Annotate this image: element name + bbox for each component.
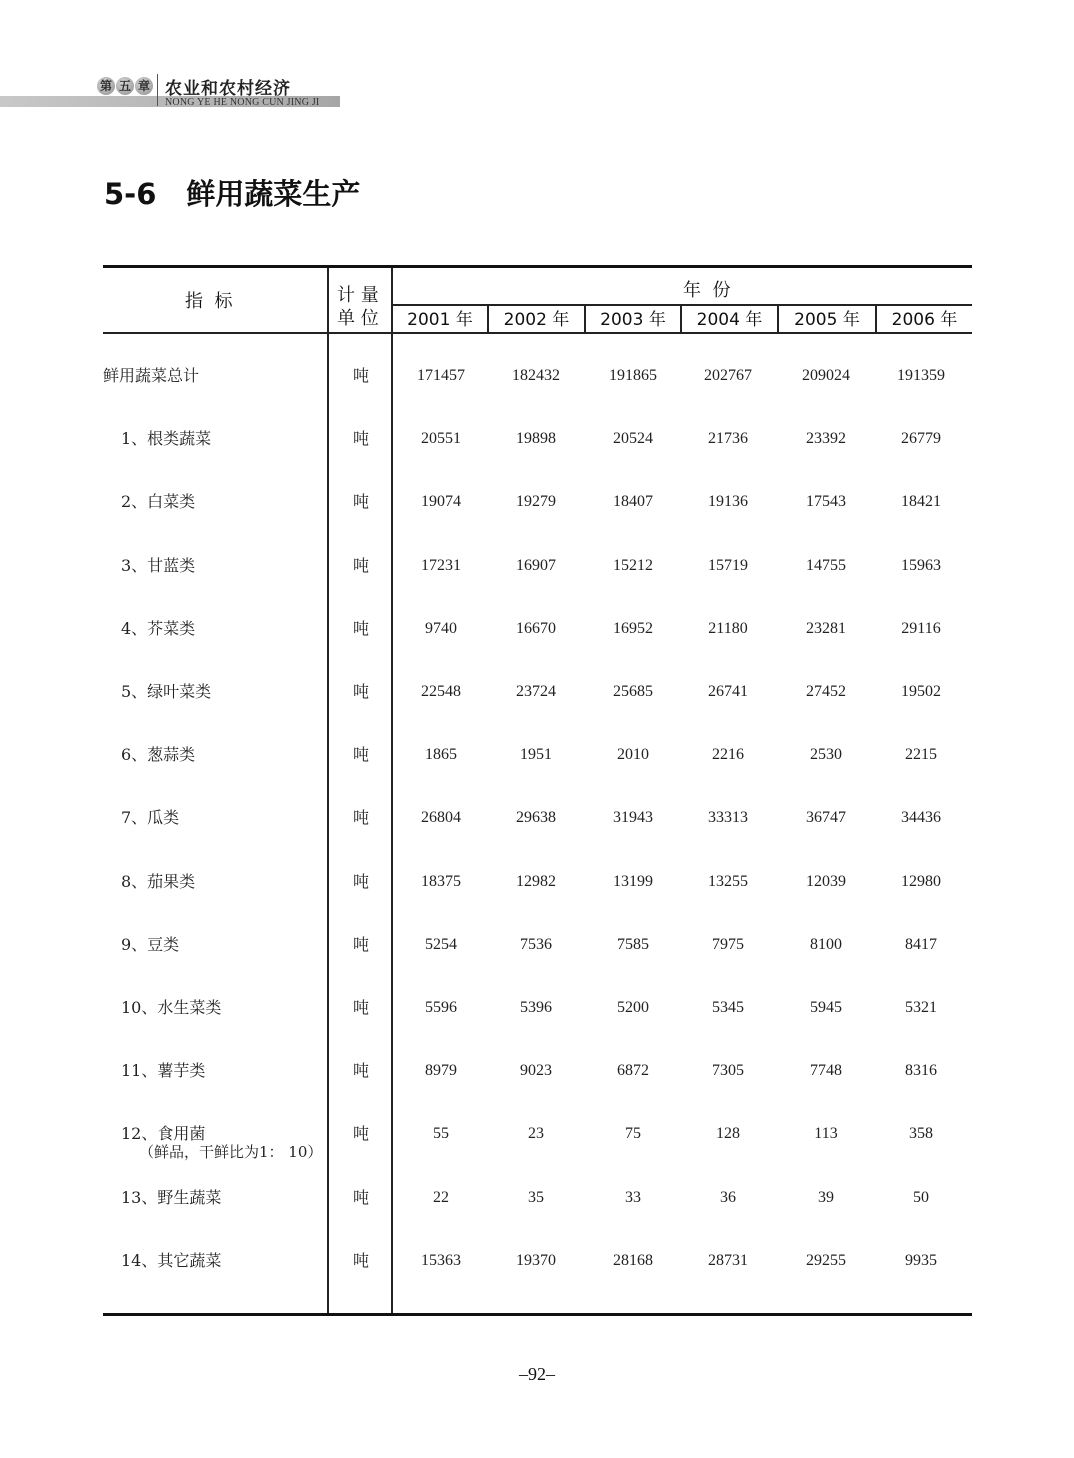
table-top-rule (103, 265, 972, 268)
row-value: 16907 (516, 556, 556, 574)
row-value: 22548 (421, 683, 461, 700)
row-indicator-name: 10、水生菜类 (121, 998, 222, 1017)
row-value: 5321 (905, 999, 937, 1016)
row-value: 50 (913, 1188, 929, 1206)
row-value: 8100 (810, 935, 842, 953)
row-value: 1865 (425, 746, 457, 764)
row-value: 26804 (421, 809, 461, 827)
row-value: 7748 (810, 1062, 842, 1080)
column-header-unit-line1: 计 量 (337, 285, 379, 306)
row-indicator-name: 5、绿叶菜类 (121, 682, 212, 701)
row-value: 19502 (901, 683, 941, 700)
row-indicator-name: 14、其它蔬菜 (121, 1250, 222, 1270)
row-indicator-name: 4、芥菜类 (121, 618, 196, 638)
row-value: 7305 (712, 1062, 744, 1080)
row-unit: 吨 (352, 745, 369, 765)
row-value: 5396 (520, 999, 552, 1016)
row-value: 5945 (810, 999, 842, 1016)
table-row (103, 803, 972, 833)
row-value: 17231 (421, 556, 461, 574)
row-value: 21180 (708, 619, 748, 637)
row-unit: 吨 (352, 1250, 369, 1270)
year-header-2003: 2003 年 (600, 310, 666, 330)
year-header-2001: 2001 年 (407, 310, 473, 330)
row-value: 202767 (704, 367, 752, 384)
year-header-2006: 2006 年 (891, 310, 958, 330)
row-value: 7536 (520, 935, 552, 953)
row-value: 12980 (901, 872, 941, 890)
table-row (103, 1183, 972, 1213)
table-row (103, 1119, 972, 1162)
row-value: 75 (625, 1125, 641, 1143)
section-number: 5-6 (104, 177, 157, 211)
row-value: 18375 (421, 872, 461, 890)
row-value: 28168 (613, 1251, 653, 1269)
row-indicator-name: 7、瓜类 (121, 808, 180, 828)
year-header-2002: 2002 年 (503, 310, 570, 330)
row-value: 23724 (516, 683, 556, 700)
row-value: 19279 (516, 493, 556, 511)
row-indicator-name: 12、食用菌 (121, 1124, 206, 1144)
table-row (103, 867, 972, 897)
row-value: 29638 (516, 809, 556, 827)
row-value: 22 (433, 1188, 449, 1206)
row-value: 7975 (712, 935, 744, 953)
row-value: 23281 (806, 619, 846, 637)
row-unit: 吨 (352, 682, 369, 701)
row-value: 14755 (806, 556, 846, 574)
row-unit: 吨 (352, 555, 369, 575)
row-unit: 吨 (352, 1061, 369, 1081)
row-value: 55 (433, 1125, 449, 1143)
row-value: 8417 (905, 935, 937, 953)
row-indicator-name: 13、野生蔬菜 (121, 1187, 222, 1207)
page-number: –92– (519, 1364, 555, 1384)
table-row (103, 1246, 972, 1276)
row-value: 25685 (613, 683, 653, 700)
row-value: 36 (720, 1188, 736, 1206)
chapter-badge-char: 章 (135, 77, 153, 95)
row-value: 209024 (802, 367, 850, 384)
row-indicator-name: 2、白菜类 (121, 492, 196, 512)
row-value: 8979 (425, 1062, 457, 1080)
row-value: 34436 (901, 809, 941, 827)
row-indicator-name: 6、葱蒜类 (121, 745, 196, 765)
row-unit: 吨 (352, 429, 369, 449)
column-header-unit-line2: 单 位 (337, 308, 379, 329)
table-row (103, 740, 972, 770)
row-unit: 吨 (352, 492, 369, 512)
vegetable-production-table (103, 265, 972, 1317)
row-value: 5254 (425, 935, 457, 953)
row-value: 2216 (712, 746, 744, 764)
row-indicator-name: 9、豆类 (121, 934, 180, 954)
row-value: 20524 (613, 430, 653, 448)
row-value: 35 (528, 1188, 544, 1206)
row-value: 9740 (425, 619, 457, 637)
row-indicator-name: 1、根类蔬菜 (121, 429, 212, 449)
row-value: 1951 (520, 746, 552, 764)
year-header-2004: 2004 年 (696, 310, 763, 330)
row-value: 19074 (421, 493, 461, 511)
row-value: 2215 (905, 746, 937, 764)
chapter-badge-char: 五 (116, 77, 134, 95)
row-value: 2530 (810, 746, 842, 764)
row-value: 113 (814, 1125, 838, 1143)
row-indicator-name: 8、茄果类 (121, 871, 196, 891)
row-value: 27452 (806, 683, 846, 700)
row-unit: 吨 (352, 366, 369, 385)
chapter-badge-char: 第 (97, 77, 115, 95)
header-divider (157, 74, 158, 106)
row-indicator-name: 3、甘蓝类 (121, 555, 196, 575)
section-title-text: 鲜用蔬菜生产 (186, 177, 361, 211)
row-value: 23 (528, 1125, 544, 1143)
row-value: 18421 (901, 493, 941, 511)
row-value: 26779 (901, 430, 941, 448)
row-value: 19136 (708, 493, 748, 511)
chapter-title: 农业和农村经济 (165, 79, 291, 99)
row-value: 12039 (806, 872, 846, 890)
row-value: 16952 (613, 619, 653, 637)
row-value: 12982 (516, 872, 556, 890)
section-title (104, 172, 360, 213)
row-value: 171457 (417, 367, 465, 384)
row-unit: 吨 (352, 998, 369, 1017)
column-header-year-group: 年 份 (683, 280, 731, 301)
table-row (103, 930, 972, 960)
row-indicator-note: （鲜品，干鲜比为1： 10） (139, 1143, 323, 1162)
table-row (103, 993, 972, 1023)
row-unit: 吨 (352, 934, 369, 954)
row-value: 15363 (421, 1251, 461, 1269)
row-value: 33 (625, 1188, 641, 1206)
row-value: 191359 (897, 367, 945, 384)
row-value: 5596 (425, 999, 457, 1016)
year-group-rule (393, 304, 972, 306)
row-value: 5345 (712, 999, 744, 1016)
row-value: 2010 (617, 746, 649, 764)
table-row (103, 677, 972, 707)
row-value: 13255 (708, 872, 748, 890)
row-unit: 吨 (352, 618, 369, 638)
row-value: 17543 (806, 493, 846, 511)
row-value: 182432 (512, 367, 560, 384)
row-value: 33313 (708, 809, 748, 827)
row-value: 21736 (708, 430, 748, 448)
row-value: 6872 (617, 1062, 649, 1080)
column-header-indicator: 指 标 (185, 291, 233, 312)
year-header-2005: 2005 年 (794, 310, 860, 330)
row-unit: 吨 (352, 808, 369, 828)
chapter-badge (94, 74, 157, 98)
row-value: 358 (909, 1125, 933, 1143)
table-bottom-rule (103, 1313, 972, 1316)
row-value: 191865 (609, 367, 657, 384)
row-value: 15212 (613, 556, 653, 574)
row-value: 23392 (806, 430, 846, 448)
row-value: 5200 (617, 999, 649, 1016)
row-unit: 吨 (352, 1124, 369, 1144)
table-row (103, 361, 972, 391)
row-value: 15963 (901, 556, 941, 574)
row-indicator-name: 11、薯芋类 (121, 1061, 206, 1081)
row-value: 28731 (708, 1251, 748, 1269)
row-value: 7585 (617, 935, 649, 953)
row-value: 39 (818, 1188, 834, 1206)
table-row (103, 551, 972, 581)
row-value: 15719 (708, 556, 748, 574)
row-indicator-name: 鲜用蔬菜总计 (103, 366, 200, 385)
row-value: 29116 (901, 619, 941, 637)
row-value: 20551 (421, 430, 461, 448)
table-row (103, 614, 972, 644)
row-value: 36747 (806, 809, 846, 827)
row-value: 128 (716, 1125, 740, 1143)
table-row (103, 1056, 972, 1086)
row-unit: 吨 (352, 871, 369, 891)
row-value: 29255 (806, 1251, 846, 1269)
table-row (103, 424, 972, 454)
row-value: 18407 (613, 493, 653, 511)
table-row (103, 487, 972, 517)
row-unit: 吨 (352, 1187, 369, 1207)
row-value: 19898 (516, 430, 556, 448)
row-value: 9023 (520, 1062, 552, 1080)
row-value: 13199 (613, 872, 653, 890)
row-value: 31943 (613, 809, 653, 827)
row-value: 8316 (905, 1062, 937, 1080)
row-value: 26741 (708, 683, 748, 700)
row-value: 19370 (516, 1251, 556, 1269)
row-value: 16670 (516, 619, 556, 637)
chapter-pinyin: NONG YE HE NONG CUN JING JI (165, 97, 320, 108)
row-value: 9935 (905, 1251, 937, 1269)
